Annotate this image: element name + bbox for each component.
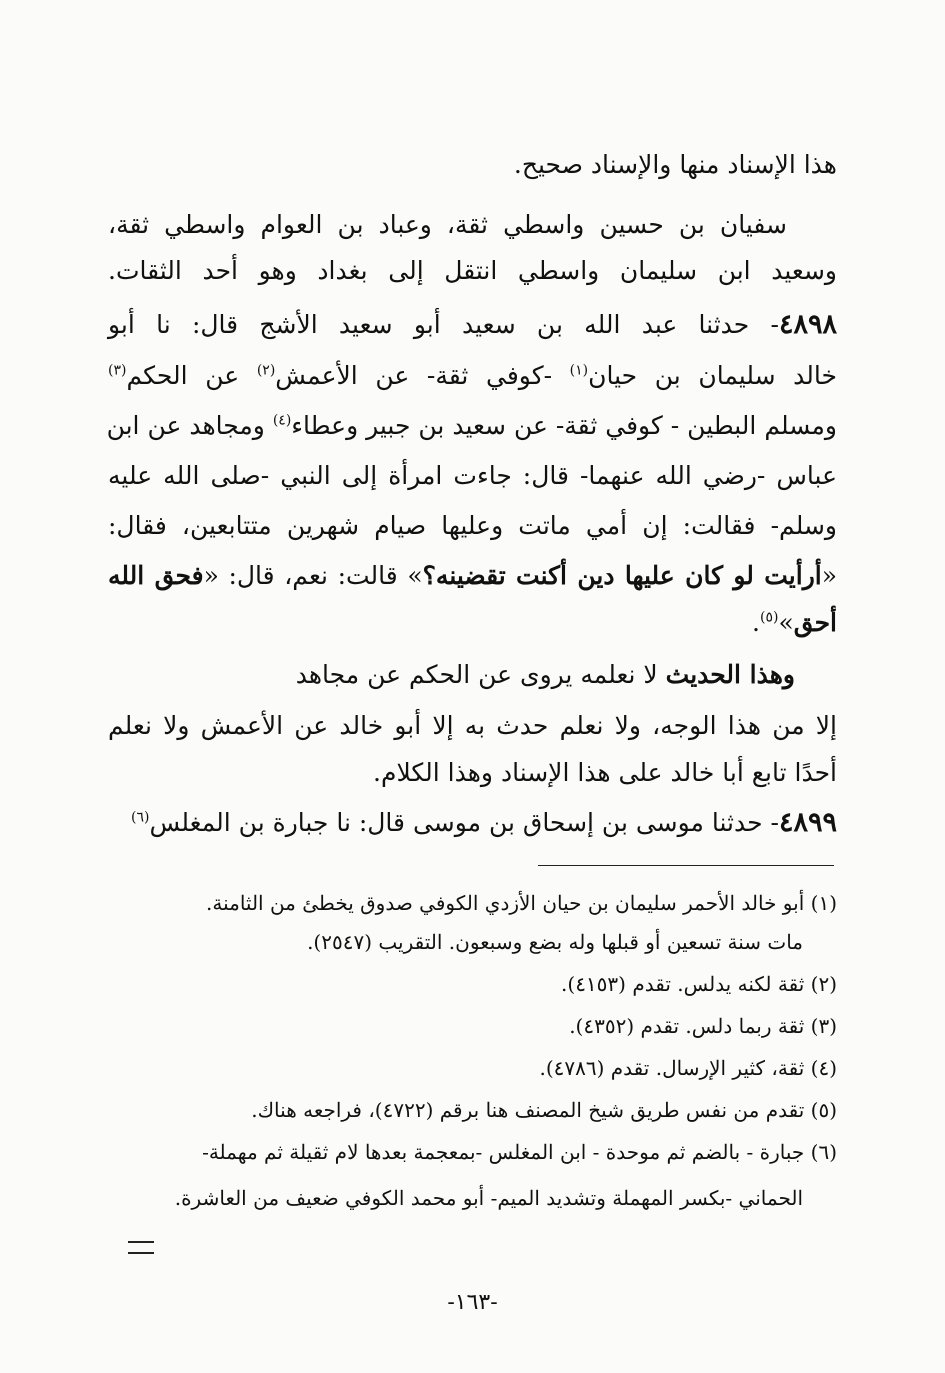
continuation-mark (128, 1241, 154, 1254)
prophetic-quote: أرأيت لو كان عليها دين أكنت تقضينه؟ (422, 561, 822, 590)
footnote-ref-5: (٥) (759, 609, 779, 626)
text: (٦) جبارة - بالضم ثم موحدة - ابن المغلس -بمعجمة بعدها لام ثقيلة ثم مهملة- (202, 1140, 837, 1164)
footnote-2 (120, 969, 837, 999)
footnote-4 (120, 1053, 837, 1083)
footnote-3 (120, 1011, 837, 1041)
footnote-ref-6: (٦) (131, 809, 150, 826)
prophetic-quote: أحق (793, 608, 837, 637)
text: سفيان بن حسين واسطي ثقة، وعباد بن العوام واسطي ثقة، (108, 210, 787, 239)
text: (٣) ثقة ربما دلس. تقدم (٤٣٥٢). (569, 1014, 837, 1038)
body-line-3 (108, 251, 837, 291)
hadith-4899-heading (108, 803, 837, 843)
body-line-5 (108, 356, 837, 396)
text: وسلم- فقالت: إن أمي ماتت وعليها صيام شهرين متتابعين، فقال: (108, 511, 837, 540)
text: هذا الإسناد منها والإسناد صحيح. (513, 150, 837, 179)
text: (٥) تقدم من نفس طريق شيخ المصنف هنا برقم (٤٧٢٢)، فراجعه هناك. (251, 1098, 837, 1122)
body-line-13 (108, 753, 837, 793)
text: أحدًا تابع أبا خالد على هذا الإسناد وهذا الكلام. (373, 758, 837, 787)
body-line-2 (108, 205, 787, 245)
text: ومجاهد عن ابن (106, 411, 273, 440)
text: . (752, 608, 760, 637)
hadith-number: ٤٨٩٩ (778, 807, 837, 838)
text: عباس -رضي الله عنهما- قال: جاءت امرأة إلى النبي -صلى الله عليه (108, 461, 837, 490)
footnote-6-continued (120, 1183, 803, 1213)
footnote-ref-3: (٣) (108, 362, 127, 379)
body-line-8 (108, 506, 837, 546)
footnote-ref-1: (١) (569, 362, 589, 379)
text: (٤) ثقة، كثير الإرسال. تقدم (٤٧٨٦). (539, 1056, 837, 1080)
text: » قالت: نعم، قال: « (203, 561, 423, 590)
text: وسعيد ابن سليمان واسطي انتقل إلى بغداد وهو أحد الثقات. (108, 256, 837, 285)
text: مات سنة تسعين أو قبلها وله بضع وسبعون. التقريب (٢٥٤٧). (307, 930, 803, 954)
body-line-11 (108, 655, 795, 695)
section-lead: وهذا الحديث (665, 660, 795, 689)
text: -كوفي ثقة- عن الأعمش (275, 361, 570, 390)
text: - حدثنا موسى بن إسحاق بن موسى قال: نا جبارة بن المغلس (149, 808, 779, 837)
text: إلا من هذا الوجه، ولا نعلم حدث به إلا أبو خالد عن الأعمش ولا نعلم (108, 711, 837, 740)
footnote-5 (120, 1095, 837, 1125)
body-line-7 (108, 456, 837, 496)
text: « (821, 561, 838, 590)
footnote-1-continued (120, 927, 803, 957)
page-number: -١٦٣- (447, 1290, 498, 1315)
text: - حدثنا عبد الله بن سعيد أبو سعيد الأشج قال: نا أبو (108, 310, 779, 339)
hadith-number: ٤٨٩٨ (778, 309, 837, 340)
text: (١) أبو خالد الأحمر سليمان بن حيان الأزدي الكوفي صدوق يخطئ من الثامنة. (205, 891, 837, 915)
text: » (778, 608, 794, 637)
body-line-12 (108, 706, 837, 746)
text: ومسلم البطين - كوفي ثقة- عن سعيد بن جبير وعطاء (291, 411, 837, 440)
footnote-ref-4: (٤) (272, 412, 292, 429)
footnote-ref-2: (٢) (256, 362, 276, 379)
text: عن الحكم (126, 361, 257, 390)
hadith-4898-heading (108, 305, 837, 345)
prophetic-quote: فحق الله (108, 561, 204, 590)
text: (٢) ثقة لكنه يدلس. تقدم (٤١٥٣). (561, 972, 837, 996)
text: الحماني -بكسر المهملة وتشديد الميم- أبو محمد الكوفي ضعيف من العاشرة. (174, 1186, 803, 1210)
text: لا نعلمه يروى عن الحكم عن مجاهد (295, 660, 666, 689)
body-line-6 (108, 406, 837, 446)
footnote-6 (120, 1137, 837, 1167)
footnote-separator (538, 865, 834, 866)
text: خالد سليمان بن حيان (588, 361, 837, 390)
body-line-9 (108, 556, 837, 596)
body-line-10 (108, 603, 837, 643)
footnote-1 (120, 888, 837, 918)
body-line-1 (108, 145, 837, 185)
